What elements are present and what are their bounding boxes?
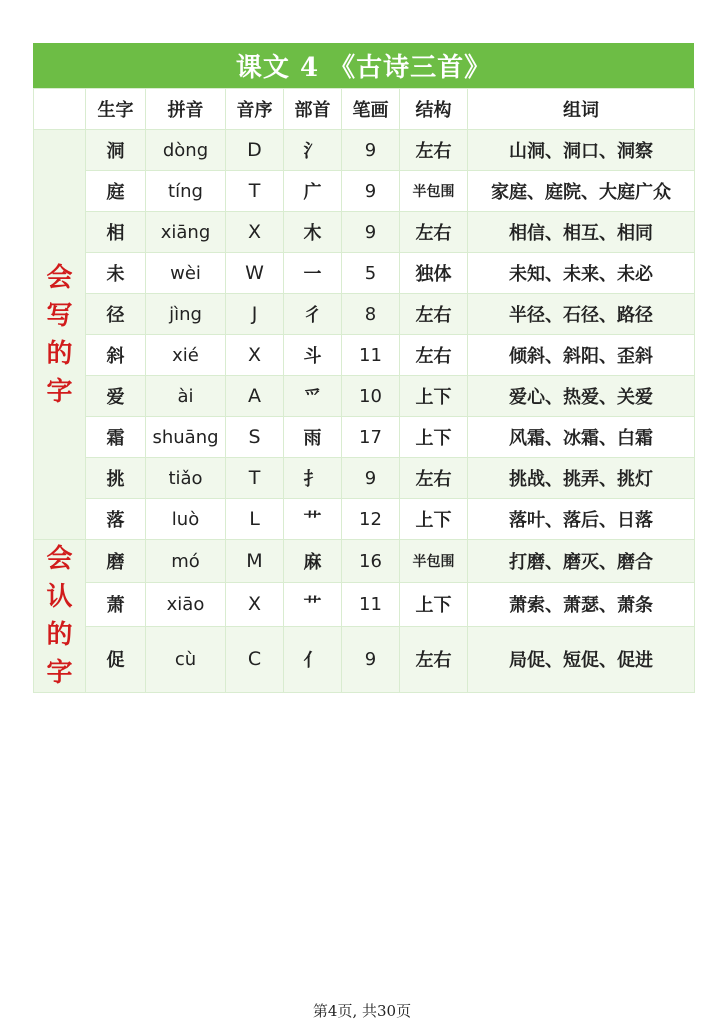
table-row	[34, 335, 695, 376]
words-cell: 相信、相互、相同	[468, 212, 695, 253]
category-char: 的	[46, 620, 73, 650]
structure-cell: 上下	[400, 499, 468, 540]
strokes-cell: 16	[342, 540, 400, 583]
char-cell: 落	[86, 499, 146, 540]
radical-cell: 艹	[284, 499, 342, 540]
letter-cell: S	[226, 417, 284, 458]
radical-cell: 麻	[284, 540, 342, 583]
strokes-cell: 8	[342, 294, 400, 335]
char-cell: 萧	[86, 583, 146, 626]
radical-cell: 艹	[284, 583, 342, 626]
char-cell: 庭	[86, 171, 146, 212]
category-char: 字	[46, 658, 73, 688]
strokes-cell: 9	[342, 626, 400, 693]
char-cell: 径	[86, 294, 146, 335]
letter-cell: X	[226, 335, 284, 376]
char-cell: 洞	[86, 130, 146, 171]
structure-cell: 左右	[400, 458, 468, 499]
words-cell: 家庭、庭院、大庭广众	[468, 171, 695, 212]
words-cell: 萧索、萧瑟、萧条	[468, 583, 695, 626]
header-cell-letter: 音序	[226, 89, 284, 130]
char-cell: 促	[86, 626, 146, 693]
words-cell: 倾斜、斜阳、歪斜	[468, 335, 695, 376]
letter-cell: W	[226, 253, 284, 294]
table-row	[34, 458, 695, 499]
radical-cell: 氵	[284, 130, 342, 171]
header-cell-char: 生字	[86, 89, 146, 130]
pinyin-cell: shuāng	[146, 417, 226, 458]
words-cell: 山洞、洞口、洞察	[468, 130, 695, 171]
structure-cell: 上下	[400, 583, 468, 626]
structure-cell: 上下	[400, 417, 468, 458]
vocab-table	[33, 88, 695, 693]
header-cell-structure: 结构	[400, 89, 468, 130]
char-cell: 霜	[86, 417, 146, 458]
pinyin-cell: jìng	[146, 294, 226, 335]
category-char: 会	[46, 544, 73, 574]
letter-cell: A	[226, 376, 284, 417]
strokes-cell: 12	[342, 499, 400, 540]
char-cell: 斜	[86, 335, 146, 376]
header-cell-words: 组词	[468, 89, 695, 130]
strokes-cell: 9	[342, 458, 400, 499]
char-cell: 挑	[86, 458, 146, 499]
category-char: 的	[46, 338, 73, 369]
char-cell: 相	[86, 212, 146, 253]
letter-cell: T	[226, 171, 284, 212]
header-cell-strokes: 笔画	[342, 89, 400, 130]
table-row	[34, 417, 695, 458]
table-row	[34, 171, 695, 212]
pinyin-cell: cù	[146, 626, 226, 693]
lesson-title: 课文 4 《古诗三首》	[33, 43, 694, 88]
char-cell: 未	[86, 253, 146, 294]
structure-cell: 左右	[400, 335, 468, 376]
header-cell-blank	[34, 89, 86, 130]
table-row	[34, 212, 695, 253]
pinyin-cell: tiǎo	[146, 458, 226, 499]
pinyin-cell: mó	[146, 540, 226, 583]
strokes-cell: 9	[342, 212, 400, 253]
strokes-cell: 11	[342, 583, 400, 626]
radical-cell: 广	[284, 171, 342, 212]
strokes-cell: 9	[342, 130, 400, 171]
pinyin-cell: xiāo	[146, 583, 226, 626]
char-cell: 磨	[86, 540, 146, 583]
radical-cell: 扌	[284, 458, 342, 499]
table-row	[34, 626, 695, 693]
vocab-sheet	[33, 43, 694, 693]
category-char: 会	[46, 262, 73, 293]
pinyin-cell: ài	[146, 376, 226, 417]
category-char: 写	[46, 300, 73, 331]
strokes-cell: 5	[342, 253, 400, 294]
strokes-cell: 10	[342, 376, 400, 417]
pinyin-cell: dòng	[146, 130, 226, 171]
letter-cell: T	[226, 458, 284, 499]
structure-cell: 左右	[400, 212, 468, 253]
radical-cell: 一	[284, 253, 342, 294]
words-cell: 爱心、热爱、关爱	[468, 376, 695, 417]
structure-cell: 左右	[400, 294, 468, 335]
pinyin-cell: xié	[146, 335, 226, 376]
letter-cell: M	[226, 540, 284, 583]
structure-cell: 左右	[400, 130, 468, 171]
table-row	[34, 294, 695, 335]
strokes-cell: 17	[342, 417, 400, 458]
table-row	[34, 376, 695, 417]
char-cell: 爱	[86, 376, 146, 417]
letter-cell: L	[226, 499, 284, 540]
structure-cell: 独体	[400, 253, 468, 294]
structure-cell: 半包围	[400, 171, 468, 212]
letter-cell: C	[226, 626, 284, 693]
words-cell: 风霜、冰霜、白霜	[468, 417, 695, 458]
radical-cell: 亻	[284, 626, 342, 693]
pinyin-cell: wèi	[146, 253, 226, 294]
strokes-cell: 9	[342, 171, 400, 212]
category-write-chars	[34, 130, 86, 540]
strokes-cell: 11	[342, 335, 400, 376]
radical-cell: 雨	[284, 417, 342, 458]
letter-cell: J	[226, 294, 284, 335]
category-char: 字	[46, 376, 73, 407]
structure-cell: 上下	[400, 376, 468, 417]
letter-cell: D	[226, 130, 284, 171]
structure-cell: 半包围	[400, 540, 468, 583]
radical-cell: 彳	[284, 294, 342, 335]
words-cell: 落叶、落后、日落	[468, 499, 695, 540]
pinyin-cell: xiāng	[146, 212, 226, 253]
words-cell: 打磨、磨灭、磨合	[468, 540, 695, 583]
letter-cell: X	[226, 583, 284, 626]
words-cell: 半径、石径、路径	[468, 294, 695, 335]
letter-cell: X	[226, 212, 284, 253]
radical-cell: 木	[284, 212, 342, 253]
radical-cell: 爫	[284, 376, 342, 417]
words-cell: 未知、未来、未必	[468, 253, 695, 294]
table-row	[34, 583, 695, 626]
table-row	[34, 499, 695, 540]
category-char: 认	[46, 582, 73, 612]
page-footer: 第4页, 共30页	[312, 1002, 412, 1020]
table-row	[34, 130, 695, 171]
words-cell: 挑战、挑弄、挑灯	[468, 458, 695, 499]
category-read-chars	[34, 540, 86, 693]
header-cell-radical: 部首	[284, 89, 342, 130]
pinyin-cell: tíng	[146, 171, 226, 212]
pinyin-cell: luò	[146, 499, 226, 540]
words-cell: 局促、短促、促进	[468, 626, 695, 693]
table-row	[34, 253, 695, 294]
header-cell-pinyin: 拼音	[146, 89, 226, 130]
radical-cell: 斗	[284, 335, 342, 376]
table-row	[34, 540, 695, 583]
header-row	[34, 89, 695, 130]
structure-cell: 左右	[400, 626, 468, 693]
